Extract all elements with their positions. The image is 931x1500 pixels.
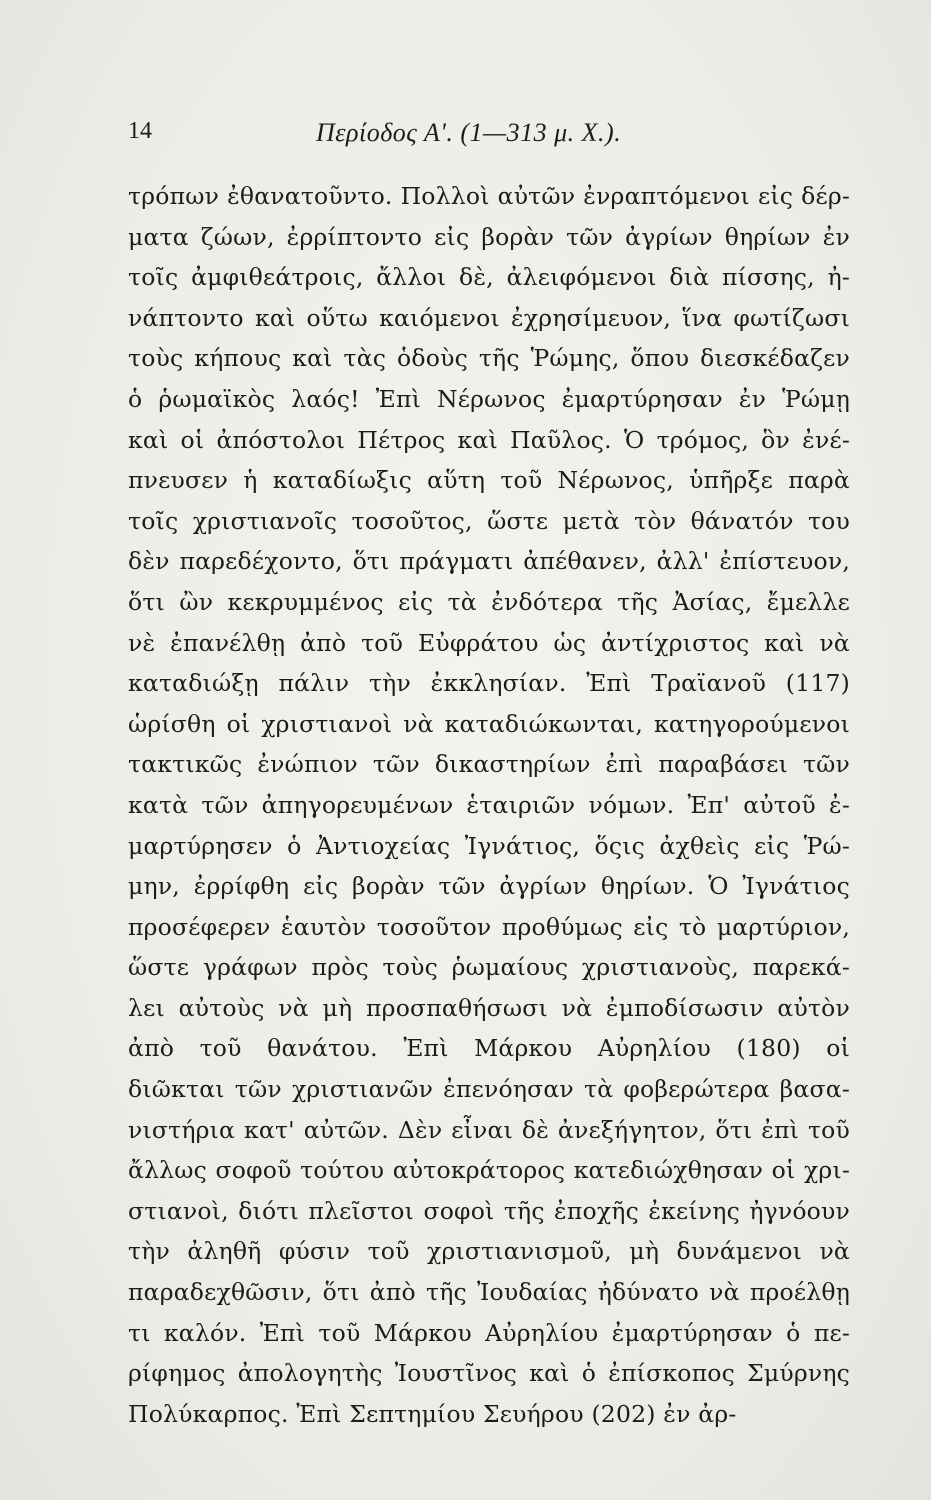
text-line: τοὺς κήπους καὶ τὰς ὁδοὺς τῆς Ῥώμης, ὅπου διεσκέδαζεν [128, 344, 850, 373]
text-line: στιανοὶ, διότι πλεῖστοι σοφοὶ τῆς ἐποχῆς ἐκείνης ἠγνόουν [128, 1196, 850, 1225]
text-line: ὥστε γράφων πρὸς τοὺς ῥωμαίους χριστιανοὺς, παρεκά- [128, 953, 850, 982]
page-number: 14 [128, 118, 152, 144]
text-line: τὴν ἀληθῆ φύσιν τοῦ χριστιανισμοῦ, μὴ δυνάμενοι νὰ [128, 1237, 850, 1266]
text-line: Πολύκαρπος. Ἐπὶ Σεπτημίου Σευήρου (202) ἐν ἀρ- [128, 1399, 737, 1428]
text-line: ὅτι ὢν κεκρυμμένος εἰς τὰ ἐνδότερα τῆς Ἀσίας, ἔμελλε [128, 587, 850, 616]
running-head: Περίοδος Α'. (1—313 μ. Χ.). [316, 118, 622, 147]
text-line: καὶ οἱ ἀπόστολοι Πέτρος καὶ Παῦλος. Ὁ τρόμος, ὃν ἐνέ- [128, 425, 850, 454]
text-line: τοῖς ἀμφιθεάτροις, ἄλλοι δὲ, ἀλειφόμενοι διὰ πίσσης, ἠ- [128, 263, 850, 292]
text-line: λει αὐτοὺς νὰ μὴ προσπαθήσωσι νὰ ἐμποδίσωσιν αὐτὸν [128, 993, 850, 1022]
text-line: νὲ ἐπανέλθῃ ἀπὸ τοῦ Εὐφράτου ὡς ἀντίχριστος καὶ νὰ [128, 628, 850, 657]
text-line: τι καλόν. Ἐπὶ τοῦ Μάρκου Αὐρηλίου ἐμαρτύρησαν ὁ πε- [128, 1318, 850, 1347]
text-line: νιστήρια κατ' αὐτῶν. Δὲν εἶναι δὲ ἀνεξήγητον, ὅτι ἐπὶ τοῦ [128, 1115, 850, 1144]
text-line: ἄλλως σοφοῦ τούτου αὐτοκράτορος κατεδιώχθησαν οἱ χρι- [128, 1156, 850, 1185]
text-line: τοῖς χριστιανοῖς τοσοῦτος, ὥστε μετὰ τὸν θάνατόν του [128, 506, 850, 535]
text-line: διῶκται τῶν χριστιανῶν ἐπενόησαν τὰ φοβερώτερα βασα- [128, 1075, 850, 1104]
text-line: παραδεχθῶσιν, ὅτι ἀπὸ τῆς Ἰουδαίας ἠδύνατο νὰ προέλθῃ [128, 1278, 850, 1307]
text-line: πνευσεν ἡ καταδίωξις αὕτη τοῦ Νέρωνος, ὑπῆρξε παρὰ [128, 466, 850, 495]
text-line: ὡρίσθη οἱ χριστιανοὶ νὰ καταδιώκωνται, κατηγορούμενοι [128, 709, 850, 738]
text-line: μαρτύρησεν ὁ Ἀντιοχείας Ἰγνάτιος, ὅςις ἀχθεὶς εἰς Ῥώ- [128, 831, 850, 860]
page-header [128, 118, 828, 158]
text-line: ματα ζώων, ἐρρίπτοντο εἰς βορὰν τῶν ἀγρίων θηρίων ἐν [128, 222, 850, 251]
text-line: μην, ἐρρίφθη εἰς βορὰν τῶν ἀγρίων θηρίων. Ὁ Ἰγνάτιος [128, 872, 850, 901]
text-line: κατὰ τῶν ἀπηγορευμένων ἑταιριῶν νόμων. Ἐπ' αὐτοῦ ἐ- [128, 790, 850, 819]
text-line: τακτικῶς ἐνώπιον τῶν δικαστηρίων ἐπὶ παραβάσει τῶν [128, 750, 850, 779]
body-text [128, 176, 850, 1434]
text-line: προσέφερεν ἑαυτὸν τοσοῦτον προθύμως εἰς τὸ μαρτύριον, [128, 912, 850, 941]
text-line: καταδιώξῃ πάλιν τὴν ἐκκλησίαν. Ἐπὶ Τραϊανοῦ (117) [128, 669, 850, 698]
text-line: ρίφημος ἀπολογητὴς Ἰουστῖνος καὶ ὁ ἐπίσκοπος Σμύρνης [128, 1359, 850, 1388]
text-line: ἀπὸ τοῦ θανάτου. Ἐπὶ Μάρκου Αὐρηλίου (180) οἱ [128, 1034, 850, 1063]
text-line: νάπτοντο καὶ οὕτω καιόμενοι ἐχρησίμευον, ἵνα φωτίζωσι [128, 303, 850, 332]
text-line: τρόπων ἐθανατοῦντο. Πολλοὶ αὐτῶν ἐνραπτόμενοι εἰς δέρ- [128, 182, 850, 210]
text-line: ὁ ῥωμαϊκὸς λαός! Ἐπὶ Νέρωνος ἐμαρτύρησαν ἐν Ῥώμῃ [128, 384, 850, 413]
text-line: δὲν παρεδέχοντο, ὅτι πράγματι ἀπέθανεν, ἀλλ' ἐπίστευον, [128, 547, 850, 576]
